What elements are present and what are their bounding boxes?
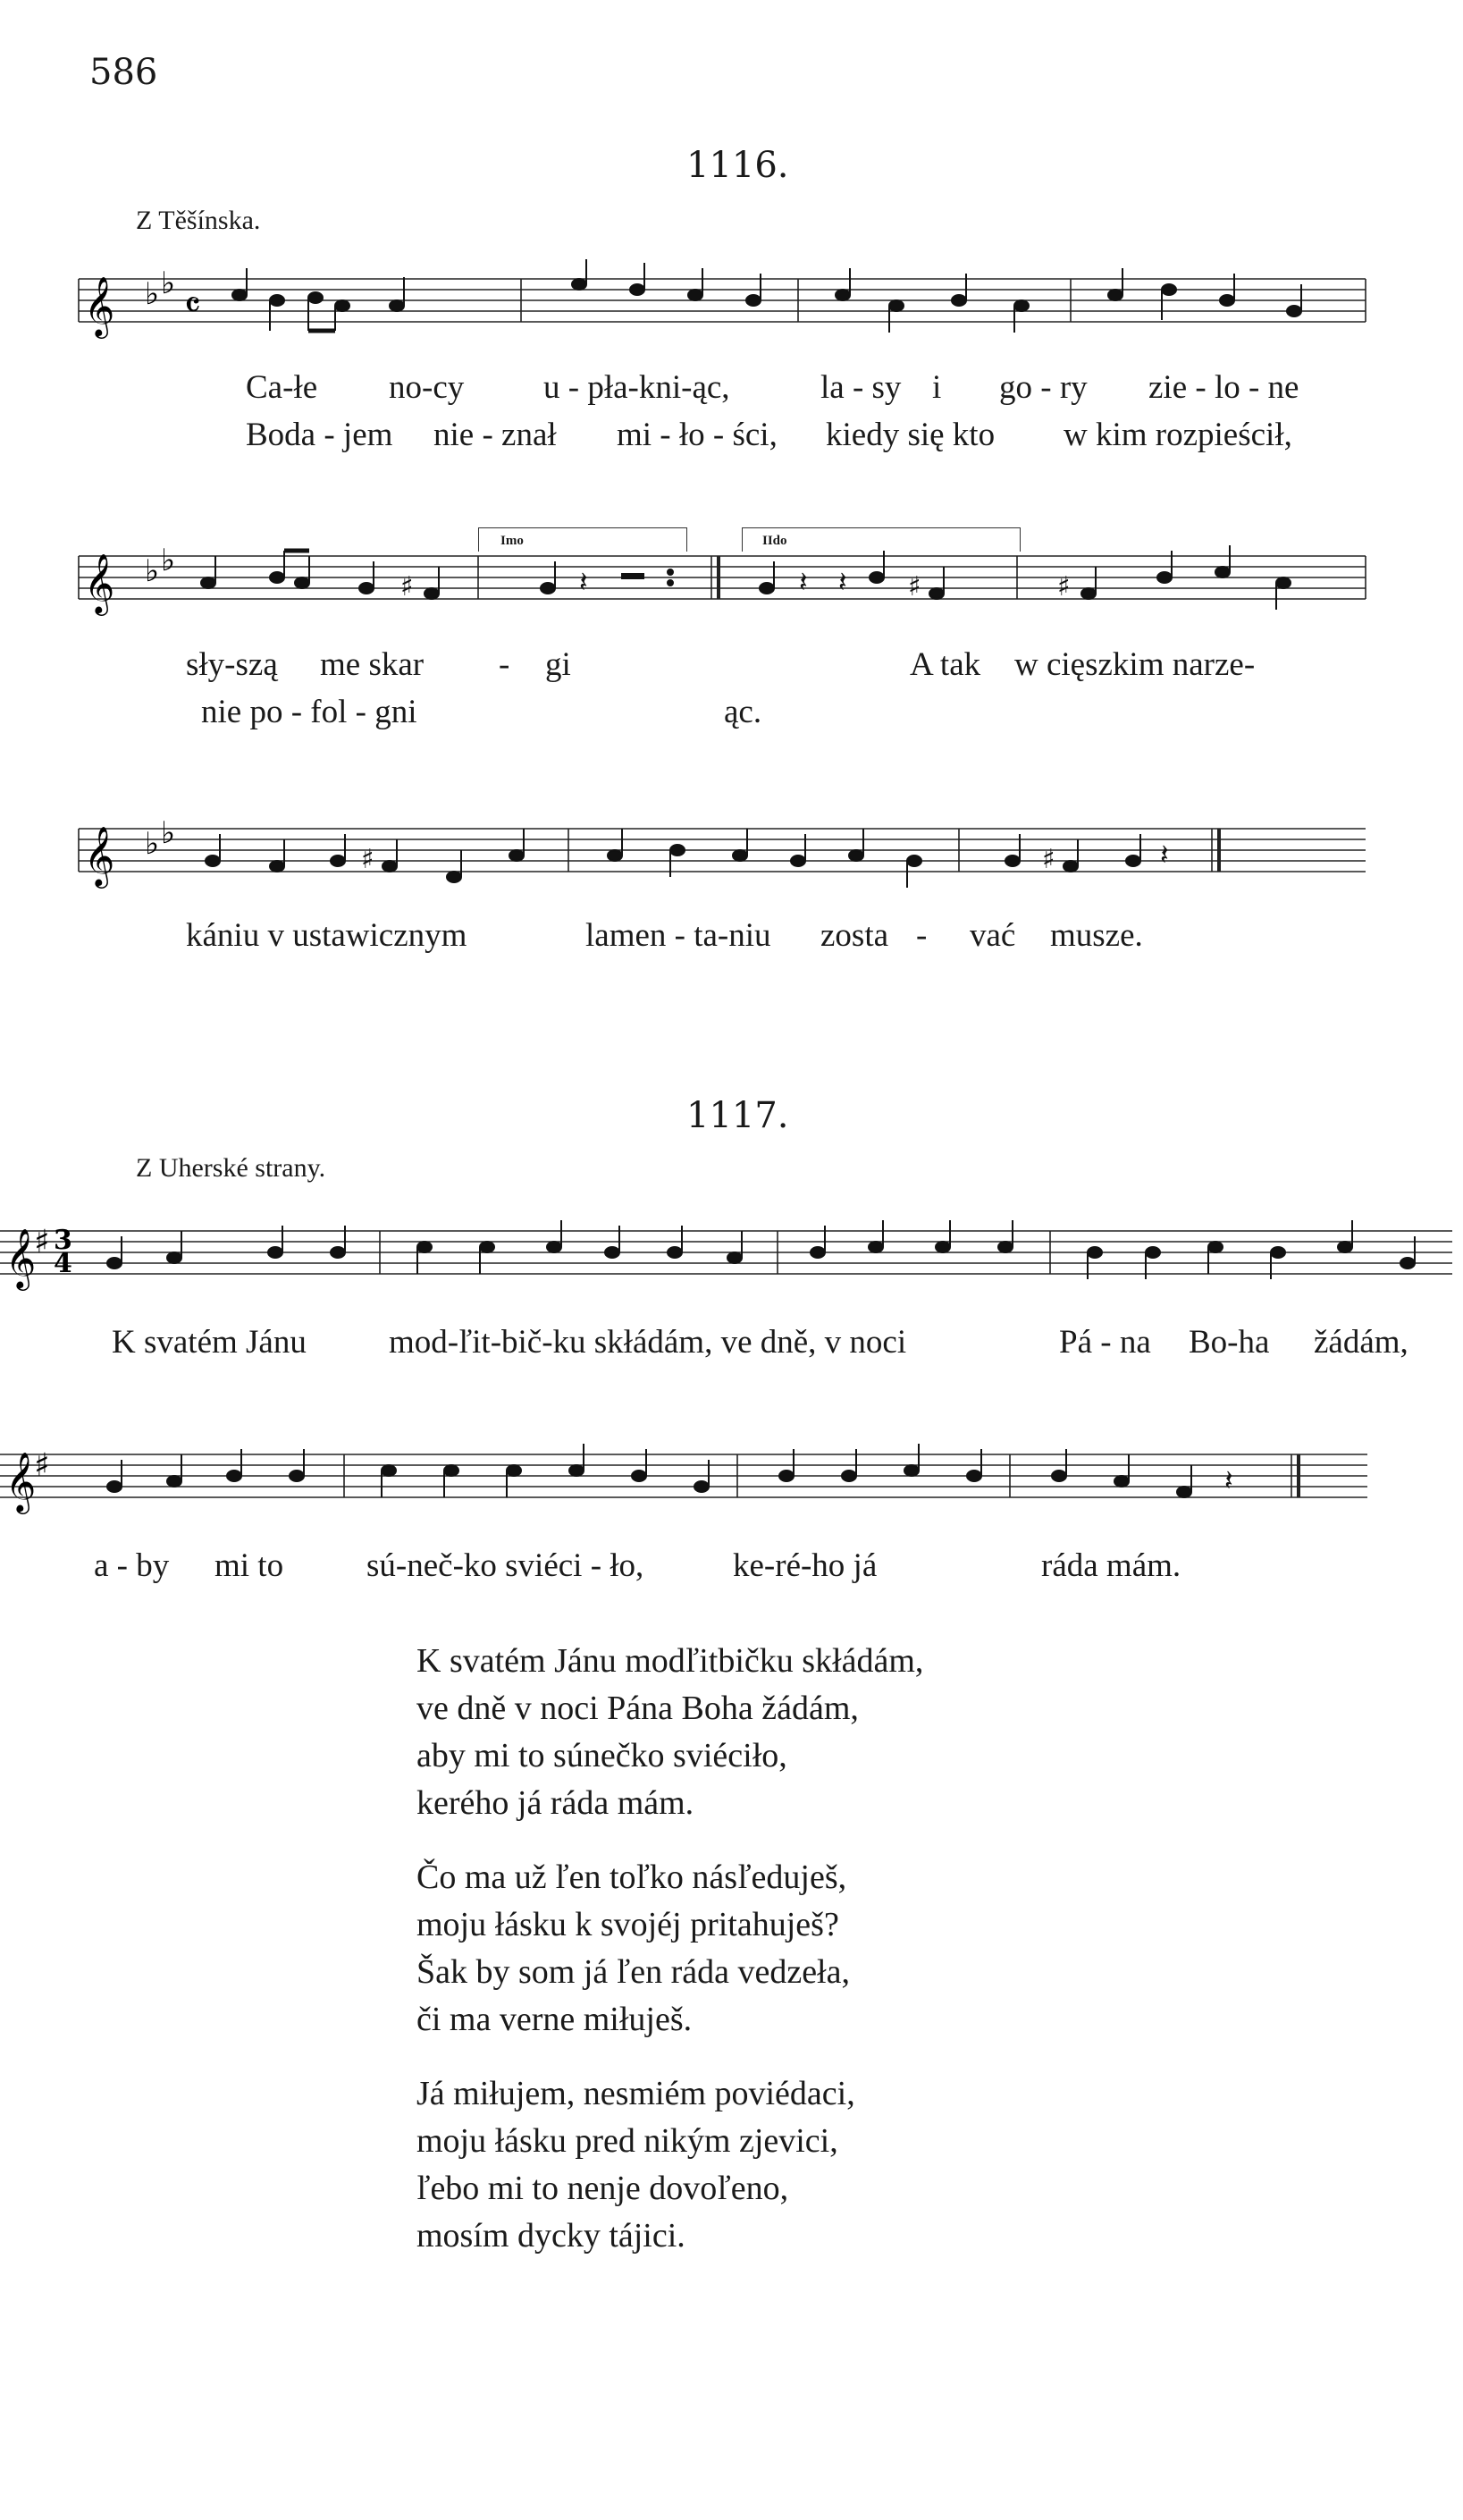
song-verses [416,1638,923,2287]
verse-line: moju łásku k svojéj pritahuješ? [416,1906,839,1943]
lyric-syllable: zie - lo - ne [1148,369,1299,406]
lyric-syllable: - [916,917,928,954]
verse-line: Já miłujem, nesmiém poviédaci, [416,2075,855,2112]
lyric-syllable: Bo-ha [1189,1324,1270,1361]
svg-text:♭: ♭ [161,265,176,301]
song-origin: Z Těšínska. [136,206,261,235]
svg-text:♯: ♯ [1042,844,1055,875]
lyric-syllable: Pá - na [1059,1324,1151,1361]
verse-line: ve dně v noci Pána Boha žádám, [416,1690,859,1727]
svg-text:♯: ♯ [34,1447,50,1484]
lyric-syllable: nie po - fol - gni [201,694,417,730]
svg-text:♯: ♯ [400,571,414,603]
lyric-syllable: gi [545,646,571,683]
lyric-syllable: kániu v ustawicznym [186,917,467,954]
svg-text:𝄴: 𝄴 [184,283,201,327]
svg-text:♭: ♭ [161,543,176,578]
lyric-syllable: K svatém Jánu [112,1324,307,1361]
music-staff [0,1220,1463,1292]
lyric-syllable: mod-ľit-bič-ku skłádám, ve dně, v noci [389,1324,907,1361]
verse-line: K svatém Jánu modľitbičku skłádám, [416,1642,924,1680]
svg-text:𝄞: 𝄞 [5,1451,37,1512]
svg-text:𝄞: 𝄞 [5,1227,37,1288]
svg-text:♭: ♭ [161,815,176,851]
svg-text:𝄽: 𝄽 [1224,1463,1233,1497]
verse-line: mosím dycky tájici. [416,2217,685,2255]
lyric-syllable: ráda mám. [1041,1547,1181,1584]
lyric-syllable: go - ry [999,369,1088,406]
verse-line: ľebo mi to nenje dovoľeno, [416,2170,789,2207]
svg-text:♯: ♯ [361,844,374,875]
music-staff [79,815,1366,889]
svg-text:4: 4 [54,1248,72,1279]
lyric-syllable: la - sy [820,369,902,406]
stanza [416,1854,923,2044]
lyric-syllable: ke-ré-ho já [733,1547,878,1584]
lyric-syllable: u - pła-kni-ąc, [543,369,730,406]
lyric-syllable: žádám, [1314,1324,1408,1361]
verse-line: či ma verne miłuješ. [416,2001,693,2038]
verse-line: Šak by som já ľen ráda vedzeła, [416,1953,850,1991]
svg-text:𝄽: 𝄽 [799,565,808,599]
svg-text:♭: ♭ [145,553,160,589]
lyric-syllable: a - by [94,1547,170,1584]
lyric-syllable: lamen - ta-niu [585,917,771,954]
music-staff [79,265,1366,340]
svg-text:𝄽: 𝄽 [838,565,847,599]
volta-label: IIdo [762,534,787,548]
page-number: 586 [89,52,158,93]
svg-text:♯: ♯ [1057,571,1071,603]
lyric-syllable: sú-neč-ko sviéci - ło, [366,1547,644,1584]
lyric-syllable: zosta [820,917,889,954]
verse-line: Čo ma už ľen toľko násľeduješ, [416,1858,847,1896]
stanza [416,2070,923,2260]
svg-text:𝄞: 𝄞 [84,552,115,613]
lyric-syllable: kiedy się kto [826,417,996,453]
svg-text:♭: ♭ [145,276,160,312]
music-staff [79,545,1366,617]
song-number: 1117. [686,1095,789,1136]
verse-line: kerého já ráda mám. [416,1784,694,1822]
lyric-syllable: A tak [910,646,981,683]
lyric-syllable: vać [970,917,1016,954]
lyric-syllable: mi - ło - ści, [617,417,778,453]
svg-text:𝄽: 𝄽 [579,565,588,599]
lyric-syllable: Boda - jem [246,417,393,453]
svg-text:3: 3 [54,1225,72,1256]
lyric-syllable: i [932,369,942,406]
lyric-syllable: mi to [214,1547,284,1584]
svg-text:♭: ♭ [145,826,160,862]
volta-label: Imo [500,534,524,548]
svg-text:𝄽: 𝄽 [1160,838,1169,872]
svg-text:♯: ♯ [908,571,921,603]
song-number: 1116. [686,145,789,186]
song-origin: Z Uherské strany. [136,1153,326,1183]
lyric-syllable: - [499,646,510,683]
lyric-syllable: musze. [1050,917,1143,954]
lyric-syllable: w kim rozpieścił, [1064,417,1292,453]
lyric-syllable: w cięszkim narze- [1014,646,1256,683]
music-staff [0,1444,1463,1515]
svg-text:♯: ♯ [34,1224,50,1260]
verse-line: moju łásku pred nikým zjevici, [416,2122,838,2160]
lyric-syllable: ąc. [724,694,762,730]
treble-clef-icon: 𝄞 [84,275,115,336]
lyric-syllable: nie - znał [433,417,557,453]
lyric-syllable: me skar [320,646,425,683]
lyric-syllable: Ca-łe [246,369,318,406]
svg-text:𝄞: 𝄞 [84,825,115,886]
lyric-syllable: sły-szą [186,646,278,683]
verse-line: aby mi to súnečko sviéciło, [416,1737,787,1774]
lyric-syllable: no-cy [389,369,465,406]
stanza [416,1638,923,1827]
